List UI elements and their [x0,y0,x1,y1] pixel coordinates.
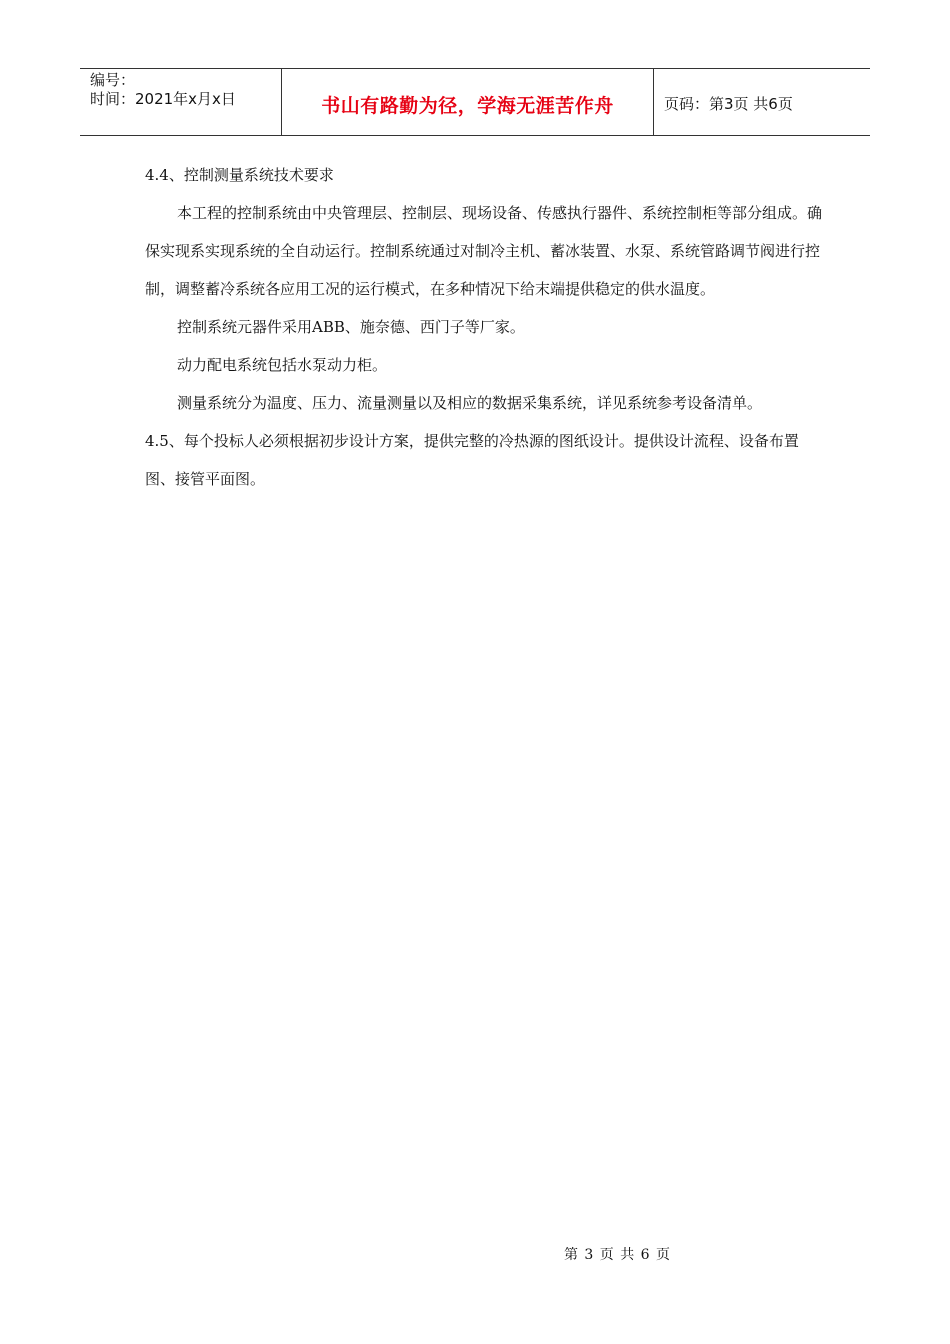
paragraph-control-system: 本工程的控制系统由中央管理层、控制层、现场设备、传感执行器件、系统控制柜等部分组成。确保实现系实现系统的全自动运行。控制系统通过对制冷主机、蓄冰装置、水泵、系统管路调节阀进行控制，调整蓄冷系统各应用工况的运行模式，在多种情况下给末端提供稳定的供水温度。 [145,204,823,298]
doc-date-label: 时间：2021年x月x日 [90,90,236,108]
paragraph-measurement: 测量系统分为温度、压力、流量测量以及相应的数据采集系统，详见系统参考设备清单。 [177,394,763,412]
paragraph-components: 控制系统元器件采用ABB、施奈德、西门子等厂家。 [177,318,525,336]
header-meta [80,69,282,135]
doc-number-label: 编号： [90,71,136,89]
page-footer: 第 3 页 共 6 页 [563,1247,672,1263]
header-motto-cell [282,69,654,135]
page-header [80,68,870,136]
section-4-5: 4.5、每个投标人必须根据初步设计方案，提供完整的冷热源的图纸设计。提供设计流程、设备布置图、接管平面图。 [145,432,799,488]
header-motto: 书山有路勤为径，学海无涯苦作舟 [321,94,614,117]
section-heading-4-4: 4.4、控制测量系统技术要求 [145,166,334,184]
paragraph-power-distribution: 动力配电系统包括水泵动力柜。 [177,356,388,374]
document-body [145,156,825,498]
header-page-number: 页码：第3页 共6页 [664,94,793,113]
